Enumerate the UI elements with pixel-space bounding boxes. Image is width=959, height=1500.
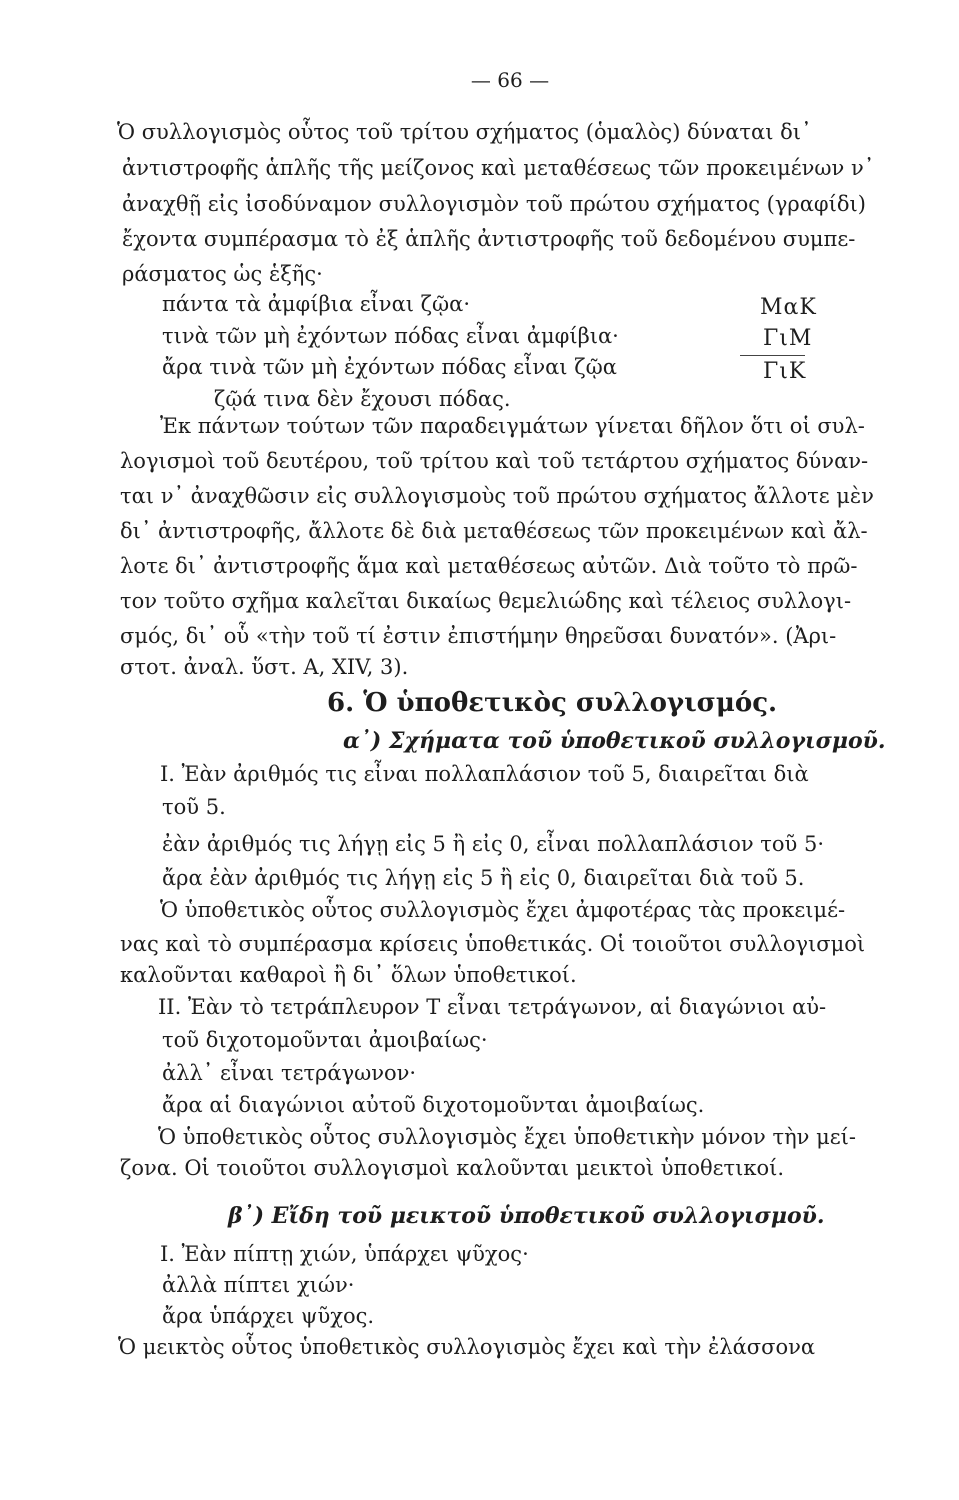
example-line: τοῦ 5. xyxy=(162,795,226,819)
text-line: ἀντιστροφῆς ἁπλῆς τῆς μείζονος καὶ μεταθέσεως τῶν προκειμένων ν᾽ xyxy=(122,156,875,180)
example-line: I. Ἐὰν ἀριθμός τις εἶναι πολλαπλάσιον τοῦ 5, διαιρεῖται διὰ xyxy=(160,762,809,786)
text-line: Ἐκ πάντων τούτων τῶν παραδειγμάτων γίνεται δῆλον ὅτι οἱ συλ- xyxy=(160,414,865,438)
text-line: Ὁ συλλογισμὸς οὗτος τοῦ τρίτου σχήματος (ὁμαλὸς) δύναται δι᾽ xyxy=(117,120,812,144)
example-line: ἀλλ᾽ εἶναι τετράγωνον· xyxy=(162,1061,417,1085)
text-line: ἔχοντα συμπέρασμα τὸ ἐξ ἁπλῆς ἀντιστροφῆς τοῦ δεδομένου συμπε- xyxy=(122,227,856,251)
premise-minor: τινὰ τῶν μὴ ἐχόντων πόδας εἶναι ἀμφίβια· xyxy=(162,324,619,348)
text-line: δι᾽ ἀντιστροφῆς, ἄλλοτε δὲ διὰ μεταθέσεως τῶν προκειμένων καὶ ἄλ- xyxy=(120,519,868,543)
conclusion: ἄρα τινὰ τῶν μὴ ἐχόντων πόδας εἶναι ζῷα xyxy=(162,355,617,379)
example-line: I. Ἐὰν πίπτῃ χιών, ὑπάρχει ψῦχος· xyxy=(160,1242,529,1266)
section-heading: 6. Ὁ ὑποθετικὸς συλλογισμός. xyxy=(327,688,778,718)
example-line: ἄρα ἐὰν ἀριθμός τις λήγῃ εἰς 5 ἢ εἰς 0, διαιρεῖται διὰ τοῦ 5. xyxy=(162,866,805,890)
text-line: στοτ. ἀναλ. ὕστ. Α, XIV, 3). xyxy=(120,655,409,679)
example-line: ἄρα ὑπάρχει ψῦχος. xyxy=(162,1304,375,1328)
page-number: — 66 — xyxy=(470,68,550,92)
text-line: λοτε δι᾽ ἀντιστροφῆς ἅμα καὶ μεταθέσεως αὐτῶν. Διὰ τοῦτο τὸ πρῶ- xyxy=(120,554,858,578)
text-line: λογισμοὶ τοῦ δευτέρου, τοῦ τρίτου καὶ τοῦ τετάρτου σχήματος δύναν- xyxy=(120,449,869,473)
formula-minor: ΓιΜ xyxy=(763,326,813,351)
text-line: νας καὶ τὸ συμπέρασμα κρίσεις ὑποθετικάς. Οἱ τοιοῦτοι συλλογισμοὶ xyxy=(120,932,866,956)
subheading-kinds: β᾽) Εἴδη τοῦ μεικτοῦ ὑποθετικοῦ συλλογισμοῦ. xyxy=(228,1203,825,1229)
example-line: II. Ἐὰν τὸ τετράπλευρον Τ εἶναι τετράγωνον, αἱ διαγώνιοι αὐ- xyxy=(158,995,827,1019)
conclusion-restated: ζῷά τινα δὲν ἔχουσι πόδας. xyxy=(214,387,511,411)
text-line: Ὁ ὑποθετικὸς οὗτος συλλογισμὸς ἔχει ἀμφοτέρας τὰς προκειμέ- xyxy=(160,898,846,922)
formula-conclusion: ΓιΚ xyxy=(763,359,807,384)
text-line: τον τοῦτο σχῆμα καλεῖται δικαίως θεμελιώδης καὶ τέλειος συλλογι- xyxy=(120,589,852,613)
text-line: ται ν᾽ ἀναχθῶσιν εἰς συλλογισμοὺς τοῦ πρώτου σχήματος ἄλλοτε μὲν xyxy=(120,484,874,508)
text-line: σμός, δι᾽ οὗ «τὴν τοῦ τί ἐστιν ἐπιστήμην θηρεῦσαι δυνατόν». (Ἀρι- xyxy=(120,624,837,648)
text-line: Ὁ μεικτὸς οὗτος ὑποθετικὸς συλλογισμὸς ἔχει καὶ τὴν ἐλάσσονα xyxy=(118,1335,816,1359)
premise-major: πάντα τὰ ἀμφίβια εἶναι ζῷα· xyxy=(162,292,471,316)
text-line: ἀναχθῇ εἰς ἰσοδύναμον συλλογισμὸν τοῦ πρώτου σχήματος (γραφίδι) xyxy=(122,192,866,216)
example-line: ἐὰν ἀριθμός τις λήγῃ εἰς 5 ἢ εἰς 0, εἶναι πολλαπλάσιον τοῦ 5· xyxy=(162,832,825,856)
example-line: τοῦ διχοτομοῦνται ἀμοιβαίως· xyxy=(162,1028,488,1052)
formula-divider xyxy=(740,355,805,356)
text-line: Ὁ ὑποθετικὸς οὗτος συλλογισμὸς ἔχει ὑποθετικὴν μόνον τὴν μεί- xyxy=(158,1125,856,1149)
text-line: καλοῦνται καθαροὶ ἢ δι᾽ ὅλων ὑποθετικοί. xyxy=(120,963,577,987)
subheading-figures: α᾽) Σχήματα τοῦ ὑποθετικοῦ συλλογισμοῦ. xyxy=(343,728,886,754)
text-line: ράσματος ὡς ἑξῆς· xyxy=(122,262,323,286)
example-line: ἀλλὰ πίπτει χιών· xyxy=(162,1273,355,1297)
example-line: ἄρα αἱ διαγώνιοι αὐτοῦ διχοτομοῦνται ἀμοιβαίως. xyxy=(162,1093,705,1117)
formula-major: ΜαΚ xyxy=(760,295,817,320)
text-line: ζονα. Οἱ τοιοῦτοι συλλογισμοὶ καλοῦνται μεικτοὶ ὑποθετικοί. xyxy=(120,1156,785,1180)
